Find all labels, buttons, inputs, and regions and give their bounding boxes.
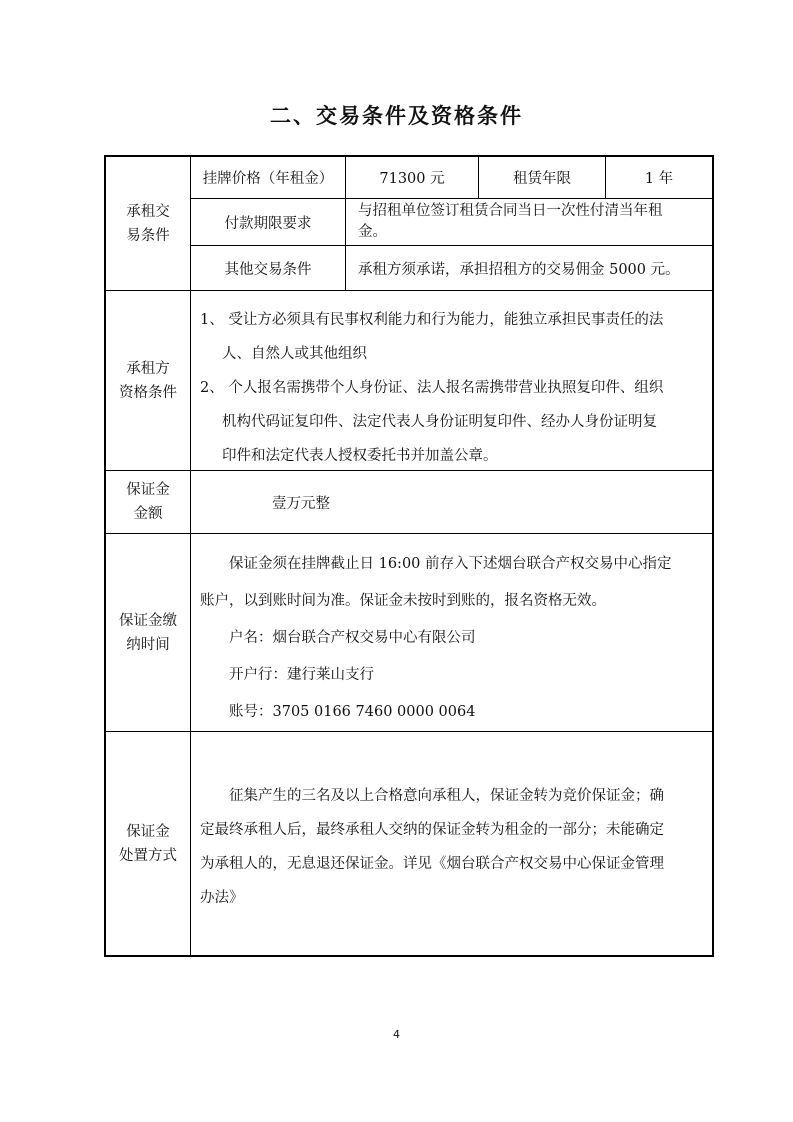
text-line: 保证金须在挂牌截止日 16:00 前存入下述烟台联合产权交易中心指定 [229,556,672,572]
bank-name: 开户行：建行莱山支行 [229,667,374,683]
other-conditions-label: 其他交易条件 [224,261,312,278]
section-divider [104,731,714,732]
label-line: 保证金缴 [119,612,177,629]
text-line: 机构代码证复印件、法定代表人身份证明复印件、经办人身份证明复 [222,414,657,430]
text-line: 账户，以到账时间为准。保证金未按时到账的，报名资格无效。 [200,593,606,609]
text-line: 定最终承租人后，最终承租人交纳的保证金转为租金的一部分；未能确定 [200,822,664,838]
lease-term-value: 1 年 [644,171,674,187]
listing-price-value: 71300 元 [379,171,445,187]
text-line: 金。 [358,224,387,240]
page-title: 二、交易条件及资格条件 [270,104,523,128]
label-line: 资格条件 [119,384,177,401]
label-line: 承租交 [126,203,170,220]
label-line: 金额 [133,506,163,522]
payment-value [358,201,708,245]
qualification-label [106,291,190,470]
deposit-handling-label [106,732,190,955]
text-line: 与招租单位签订租赁合同当日一次性付清当年租 [358,203,663,219]
deposit-handling-text [200,779,712,915]
text-line: 人、自然人或其他组织 [222,346,367,362]
text-line: 印件和法定代表人授权委托书并加盖公章。 [222,448,498,464]
table-border-right [712,155,714,957]
section-divider [104,533,714,534]
text-line: 征集产生的三名及以上合格意向承租人，保证金转为竞价保证金；确 [229,788,664,804]
text-line: 为承租人的，无息退还保证金。详见《烟台联合产权交易中心保证金管理 [200,856,664,872]
deposit-time-label [106,534,190,731]
label-line: 纳时间 [126,636,170,653]
text-line: 1、 受让方必须具有民事权利能力和行为能力，能独立承担民事责任的法 [200,312,664,328]
section-divider [104,290,714,291]
deposit-time-text [200,546,712,731]
listing-price-label: 挂牌价格（年租金） [202,171,334,187]
label-line: 处置方式 [119,847,177,864]
deposit-amount-value: 壹万元整 [272,495,330,512]
trade-conditions-label [106,157,190,290]
lease-term-label: 租赁年限 [513,171,571,187]
label-line: 保证金 [126,482,170,498]
table-border-bottom [104,955,714,957]
label-line: 易条件 [126,227,170,244]
other-conditions-value: 承租方须承诺，承担招租方的交易佣金 5000 元。 [358,261,680,278]
account-number: 账号：3705 0166 7460 0000 0064 [229,704,476,720]
payment-label: 付款期限要求 [224,215,312,232]
text-line: 2、 个人报名需携带个人身份证、法人报名需携带营业执照复印件、组织 [200,380,664,396]
deposit-amount-label [106,471,190,533]
text-line: 办法》 [200,890,244,906]
account-name: 户名：烟台联合产权交易中心有限公司 [229,630,476,646]
qualification-text [200,303,712,473]
label-line: 承租方 [126,360,170,377]
page-number: 4 [393,1028,400,1041]
label-line: 保证金 [126,823,170,840]
